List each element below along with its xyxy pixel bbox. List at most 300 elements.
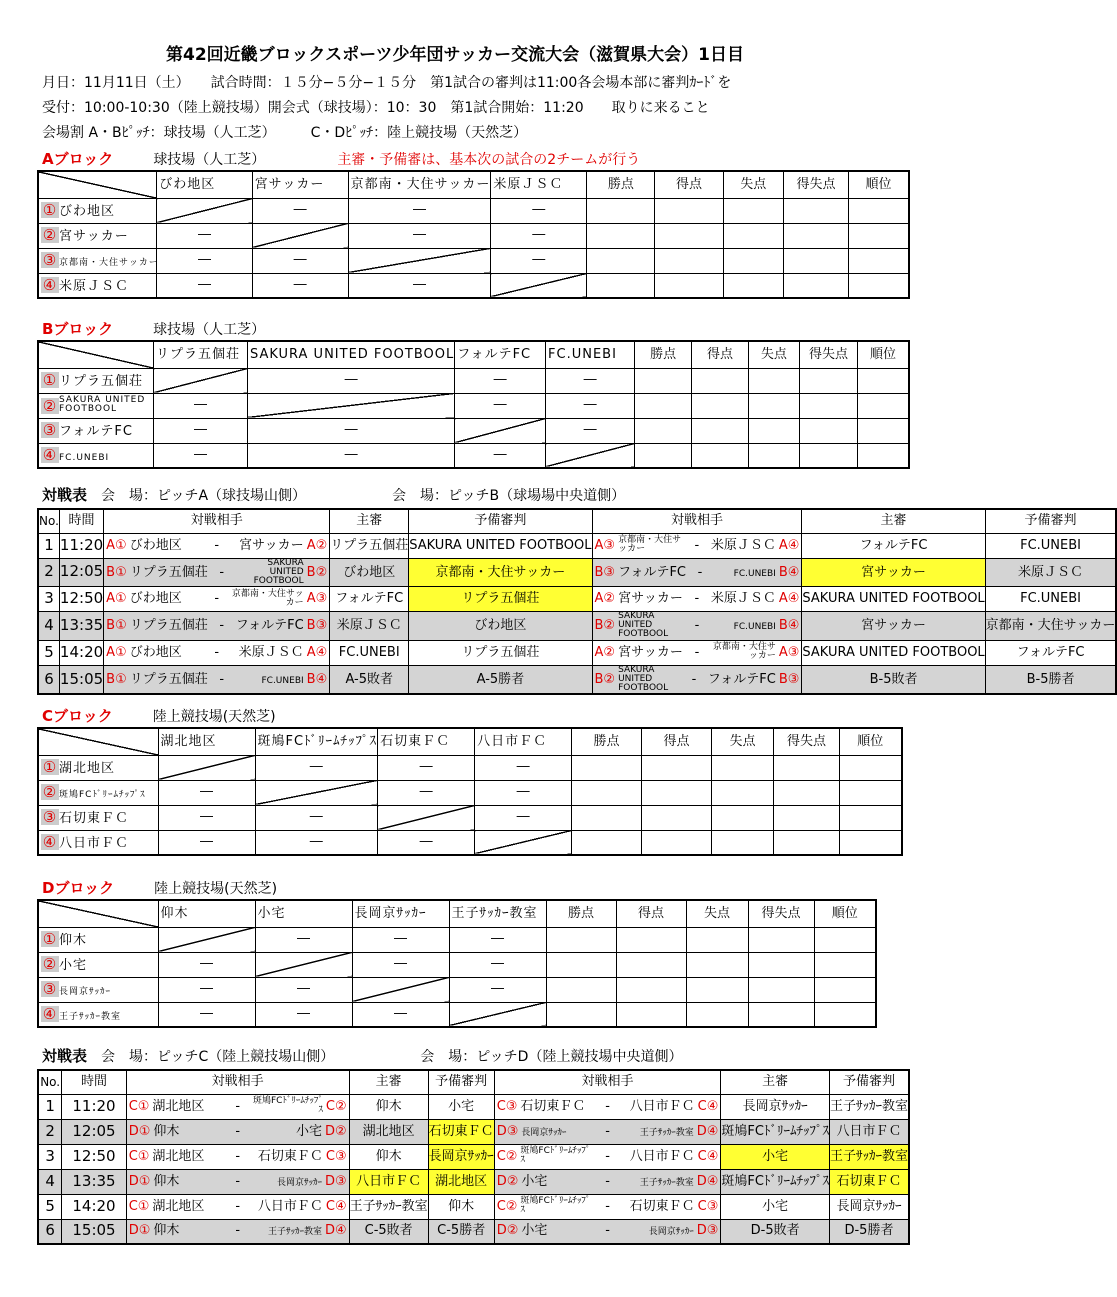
schedule-column-header: 主審 [349,1070,428,1094]
sub-referee-cell: A-5勝者 [409,665,592,694]
sub-referee-cell: 長岡京ｻｯｶｰ [428,1144,494,1169]
result-cell: ― [255,977,352,1002]
stat-cell [635,418,692,443]
stat-cell [748,418,799,443]
result-cell: ― [158,977,255,1002]
match-time: 11:20 [62,1094,126,1119]
schedule-venue-1: 会 場：ピッチC（陸上競技場山側） [101,1049,335,1065]
sub-referee-cell: 米原ＪＳＣ [985,558,1116,587]
stat-cell [686,977,748,1002]
match-cell [592,640,802,665]
team-number: ① [42,370,58,389]
away-team: 長岡京ｻｯｶｰ [276,1177,322,1188]
match-number: 1 [38,533,59,558]
self-match-cell [252,223,348,248]
sub-referee-cell: 仰木 [428,1194,494,1219]
match-cell [126,1219,349,1244]
team-code: A③ [594,537,616,553]
team-name: 小宅 [59,957,88,973]
schedule-label: 対戦表 [42,486,88,504]
versus-dash: - [235,1098,241,1114]
schedule-column-header: 主審 [330,509,409,533]
result-cell: ― [449,977,546,1002]
sub-referee-cell: SAKURA UNITED FOOTBOOL [409,533,592,558]
result-cell: ― [154,443,248,468]
team-code: C② [496,1148,518,1164]
column-team: FC.UNEBI [546,341,635,368]
stat-cell [546,1002,616,1027]
stat-cell [546,927,616,952]
stat-cell [712,805,774,830]
stat-header: 順位 [840,728,902,755]
stat-cell [587,223,655,248]
stat-header: 得失点 [800,341,858,368]
schedule-column-header: 対戦相手 [104,509,330,533]
stat-header: 得失点 [774,728,840,755]
result-cell: ― [378,780,475,805]
stat-cell [784,223,849,248]
team-number: ④ [42,832,58,851]
referee-cell: 宮サッカー [802,558,985,587]
column-team: リプラ五個荘 [154,341,248,368]
schedule-column-header: 予備審判 [829,1070,909,1094]
away-team: 長岡京ｻｯｶｰ [648,1227,694,1238]
stat-cell [840,830,902,855]
self-match-cell [352,977,449,1002]
team-code: B③ [594,564,616,580]
block-table-header [38,341,909,368]
versus-dash: - [605,1223,610,1239]
sub-referee-cell: C-5勝者 [428,1219,494,1244]
sub-referee-cell: 小宅 [428,1094,494,1119]
match-cell [494,1144,721,1169]
row-team [38,248,157,273]
referee-cell: D-5敗者 [721,1219,830,1244]
self-match-cell [449,1002,546,1027]
sub-referee-cell: 八日市ＦＣ [829,1119,909,1144]
block-table [37,899,877,1028]
sub-referee-cell: 長岡京ｻｯｶｰ [829,1194,909,1219]
schedule-column-header: 主審 [802,509,985,533]
stat-cell [748,393,799,418]
table-row [38,533,1116,558]
result-cell: ― [157,248,252,273]
stat-header: 得点 [655,171,723,198]
stat-cell [748,927,814,952]
stat-header: 順位 [858,341,909,368]
self-match-cell [158,927,255,952]
row-team [38,755,158,780]
match-time: 11:20 [59,533,103,558]
stat-cell [784,248,849,273]
stat-cell [546,952,616,977]
match-time: 15:05 [59,665,103,694]
away-team: 斑鳩FCﾄﾞﾘｰﾑﾁｯﾌﾟｽ [252,1096,323,1116]
referee-cell: 仰木 [349,1144,428,1169]
result-cell: ― [158,830,255,855]
stat-cell [814,1002,876,1027]
away-team: 王子ｻｯｶｰ教室 [639,1177,694,1188]
row-team [38,805,158,830]
away-team: 小宅 [295,1123,322,1139]
stat-cell [784,198,849,223]
self-match-cell [157,198,252,223]
versus-dash: - [694,591,700,607]
away-team: 京都南・大住サッカー [231,588,304,608]
corner-cell [38,728,158,755]
block-name: Aブロック [42,150,114,168]
stat-cell [546,977,616,1002]
team-code: B② [306,564,328,580]
stat-cell [848,248,909,273]
row-team [38,977,158,1002]
stat-header: 勝点 [572,728,642,755]
block-header [42,148,640,169]
match-cell [494,1094,721,1119]
versus-dash: - [694,618,700,634]
sub-referee-cell: リプラ五個荘 [409,640,592,665]
match-number: 4 [38,612,59,641]
block-table-header [38,728,902,755]
row-team [38,830,158,855]
result-cell: ― [154,393,248,418]
match-cell [104,587,330,612]
home-team: 小宅 [521,1223,548,1239]
stat-cell [800,418,858,443]
column-team: 湖北地区 [158,728,255,755]
away-team: FC.UNEBI [733,622,776,633]
match-cell [592,587,802,612]
team-name: 宮サッカー [59,228,129,244]
team-code: D① [128,1123,151,1139]
self-match-cell [158,755,255,780]
home-team: リプラ五個荘 [129,564,208,580]
away-team: フォルテFC [235,618,304,634]
info-line-1: 月日：11月11日（土） 試合時間：１５分−５分−１５分 第1試合の審判は11:00各会場本部に審判ｶｰﾄﾞを [42,75,732,91]
team-code: A④ [778,537,800,553]
stat-cell [774,780,840,805]
team-code: C① [128,1098,150,1114]
match-time: 14:20 [62,1194,126,1219]
stat-cell [848,273,909,298]
stat-cell [686,927,748,952]
team-code: D② [496,1223,519,1239]
team-code: B③ [306,618,328,634]
match-cell [126,1194,349,1219]
sub-referee-cell: 湖北地区 [428,1169,494,1194]
stat-cell [655,198,723,223]
away-team: 石切東ＦＣ [257,1148,323,1164]
home-team: リプラ五個荘 [129,618,208,634]
home-team: びわ地区 [129,591,182,607]
team-number: ① [42,757,58,776]
away-team: 石切東ＦＣ [629,1198,695,1214]
home-team: 仰木 [153,1173,180,1189]
column-team: 石切東ＦＣ [378,728,475,755]
block-venue: 球技場（人工芝） [153,152,266,168]
table-row [38,1194,909,1219]
stat-cell [686,1002,748,1027]
match-time: 13:35 [62,1169,126,1194]
referee-cell: 王子ｻｯｶｰ教室 [349,1194,428,1219]
team-code: A① [106,537,127,553]
home-team: 宮サッカー [618,591,683,607]
stat-cell [800,368,858,393]
away-team: 宮サッカー [238,537,304,553]
block-venue: 球技場（人工芝） [153,322,266,338]
stat-cell [840,805,902,830]
home-team: 湖北地区 [152,1148,205,1164]
away-team: SAKURA UNITED FOOTBOOL [253,557,304,586]
table-row [38,198,909,223]
team-code: B③ [778,671,800,687]
result-cell: ― [546,418,635,443]
stat-cell [840,755,902,780]
versus-dash: - [605,1198,610,1214]
result-cell: ― [247,443,454,468]
schedule-table [37,1069,910,1245]
away-team: 王子ｻｯｶｰ教室 [639,1127,694,1138]
match-cell [104,665,330,694]
home-team: 仰木 [153,1123,180,1139]
table-row [38,780,902,805]
row-team [38,198,157,223]
home-team: 石切東ＦＣ [520,1098,586,1114]
team-code: C③ [325,1148,347,1164]
versus-dash: - [691,671,697,687]
team-code: C① [128,1148,150,1164]
stat-cell [774,830,840,855]
home-team: 湖北地区 [152,1198,205,1214]
referee-cell: 仰木 [349,1094,428,1119]
table-row [38,1169,909,1194]
team-name: 湖北地区 [59,760,116,776]
row-team [38,368,154,393]
match-number: 5 [38,1194,62,1219]
stat-header: 勝点 [587,171,655,198]
team-name: 石切東ＦＣ [59,810,130,826]
schedule-table [37,508,1117,695]
stat-cell [858,443,909,468]
home-team: 斑鳩FCﾄﾞﾘｰﾑﾁｯﾌﾟｽ [520,1196,591,1216]
schedule-column-header: 時間 [59,509,103,533]
schedule-header [42,484,625,505]
result-cell: ― [378,755,475,780]
schedule-column-header: 予備審判 [409,509,592,533]
team-number: ② [42,225,58,244]
stat-cell [840,780,902,805]
stat-header: 得失点 [748,900,814,927]
team-code: C④ [697,1148,719,1164]
schedule-column-header: 予備審判 [428,1070,494,1094]
match-number: 3 [38,587,59,612]
versus-dash: - [235,1173,241,1189]
away-team: 八日市ＦＣ [629,1098,695,1114]
sub-referee-cell: びわ地区 [409,612,592,641]
result-cell: ― [449,952,546,977]
stat-cell [655,248,723,273]
stat-cell [712,830,774,855]
team-code: B② [594,671,616,687]
team-code: C② [325,1098,347,1114]
block-table [37,340,910,469]
column-team: 八日市ＦＣ [475,728,572,755]
result-cell: ― [252,248,348,273]
table-row [38,612,1116,641]
home-team: SAKURA UNITED FOOTBOOL [618,664,669,693]
stat-cell [572,755,642,780]
result-cell: ― [157,223,252,248]
home-team: 長岡京ｻｯｶｰ [521,1127,567,1138]
stat-cell [814,977,876,1002]
schedule-column-header: 対戦相手 [592,509,802,533]
versus-dash: - [694,644,700,660]
result-cell: ― [154,418,248,443]
referee-cell: フォルテFC [330,587,409,612]
home-team: フォルテFC [618,564,686,580]
stat-cell [712,755,774,780]
schedule-column-header: 対戦相手 [126,1070,349,1094]
referee-cell: C-5敗者 [349,1219,428,1244]
away-team: FC.UNEBI [261,675,304,686]
stat-cell [616,977,686,1002]
versus-dash: - [235,1148,241,1164]
corner-cell [38,900,158,927]
table-row [38,368,909,393]
column-team: 長岡京ｻｯｶｰ [352,900,449,927]
schedule-venue-2: 会 場：ピッチB（球場場中央道側） [392,488,626,504]
referee-cell: 米原ＪＳＣ [330,612,409,641]
result-cell: ― [348,273,491,298]
home-team: びわ地区 [129,537,182,553]
result-cell: ― [475,780,572,805]
block-header [42,705,276,726]
result-cell: ― [252,198,348,223]
result-cell: ― [158,952,255,977]
stat-cell [655,273,723,298]
schedule-column-header: 予備審判 [985,509,1116,533]
row-team [38,780,158,805]
match-time: 12:50 [59,587,103,612]
stat-header: 順位 [814,900,876,927]
team-code: A① [106,591,127,607]
sub-referee-cell: 王子ｻｯｶｰ教室 [829,1144,909,1169]
home-team: 湖北地区 [152,1098,205,1114]
versus-dash: - [219,618,225,634]
versus-dash: - [697,564,703,580]
stat-cell [800,393,858,418]
referee-cell: SAKURA UNITED FOOTBOOL [802,587,985,612]
column-team: びわ地区 [157,171,252,198]
result-cell: ― [158,780,255,805]
team-code: B④ [778,618,800,634]
match-number: 5 [38,640,59,665]
stat-cell [642,780,712,805]
schedule-column-header: 対戦相手 [494,1070,721,1094]
row-team [38,418,154,443]
self-match-cell [255,780,378,805]
team-code: B④ [778,564,800,580]
table-row [38,223,909,248]
column-team: 仰木 [158,900,255,927]
result-cell: ― [255,830,378,855]
self-match-cell [247,393,454,418]
row-team [38,1002,158,1027]
stat-cell [748,952,814,977]
table-row [38,587,1116,612]
block-name: Dブロック [42,879,115,897]
home-team: 仰木 [153,1223,180,1239]
referee-cell: SAKURA UNITED FOOTBOOL [802,640,985,665]
team-code: D② [496,1173,519,1189]
table-row [38,977,876,1002]
match-cell [592,612,802,641]
stat-cell [572,830,642,855]
column-team: 米原ＪＳＣ [491,171,587,198]
row-team [38,952,158,977]
row-team [38,927,158,952]
schedule-table-header [38,509,1116,533]
referee-cell: 湖北地区 [349,1119,428,1144]
referee-cell: 斑鳩FCﾄﾞﾘｰﾑﾁｯﾌﾟｽ [721,1169,830,1194]
table-row [38,830,902,855]
table-row [38,1144,909,1169]
stat-cell [814,952,876,977]
block-table-header [38,171,909,198]
stat-cell [572,780,642,805]
team-code: A① [106,644,127,660]
stat-cell [692,368,749,393]
stat-cell [635,368,692,393]
table-row [38,805,902,830]
sub-referee-cell: 石切東ＦＣ [829,1169,909,1194]
referee-cell: 八日市ＦＣ [349,1169,428,1194]
table-row [38,755,902,780]
team-name: 米原ＪＳＣ [59,278,130,294]
team-number: ④ [42,445,58,464]
stat-cell [858,418,909,443]
stat-header: 順位 [848,171,909,198]
team-code: A③ [306,591,328,607]
away-team: 王子ｻｯｶｰ教室 [267,1227,322,1238]
referee-cell: 長岡京ｻｯｶｰ [721,1094,830,1119]
result-cell: ― [247,418,454,443]
sub-referee-cell: リプラ五個荘 [409,587,592,612]
stat-cell [814,927,876,952]
schedule-venue-2: 会 場：ピッチD（陸上競技場中央道側） [420,1049,683,1065]
result-cell: ― [348,223,491,248]
schedule-label: 対戦表 [42,1047,88,1065]
result-cell: ― [352,952,449,977]
match-cell [494,1119,721,1144]
team-code: C② [496,1198,518,1214]
stat-cell [587,248,655,273]
result-cell: ― [255,755,378,780]
team-number: ③ [42,250,58,269]
result-cell: ― [546,368,635,393]
table-row [38,273,909,298]
block-table [37,170,910,299]
stat-cell [848,198,909,223]
team-number: ③ [42,979,58,998]
stat-cell [774,755,840,780]
referee-cell: B-5敗者 [802,665,985,694]
sub-referee-cell: 京都南・大住サッカー [985,612,1116,641]
match-cell [126,1094,349,1119]
table-row [38,443,909,468]
versus-dash: - [235,1223,241,1239]
match-cell [104,533,330,558]
